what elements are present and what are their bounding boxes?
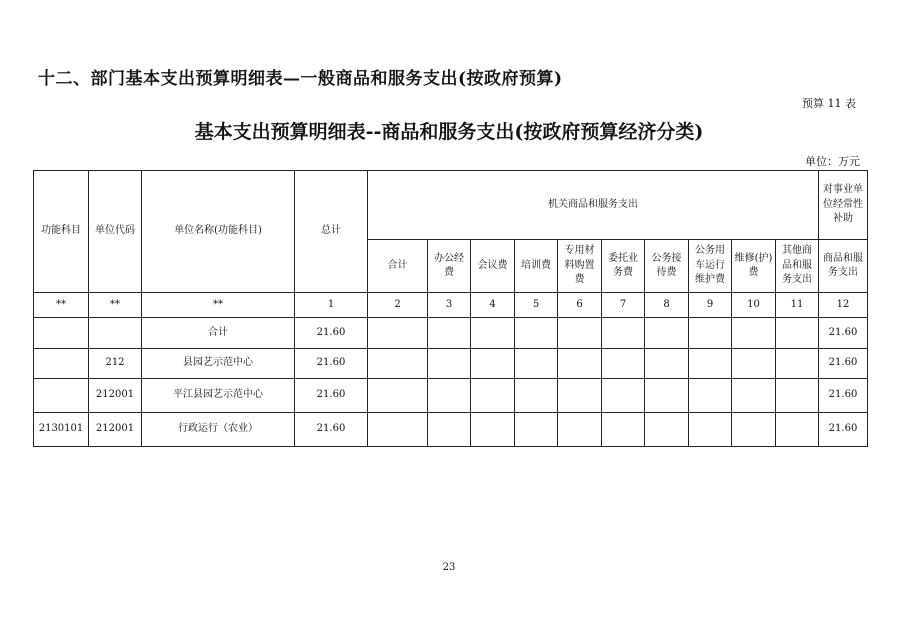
subsidy-cell: 21.60 (819, 413, 868, 447)
header-unit-code: 单位代码 (89, 171, 142, 293)
header-office-goods-services: 机关商品和服务支出 (368, 171, 819, 240)
unit-code-cell: 212 (89, 349, 142, 379)
table-code-label: 预算 11 表 (802, 97, 856, 110)
index-cell: ** (34, 293, 89, 318)
header-commissioned-services: 委托业务费 (602, 240, 645, 293)
index-cell: 12 (819, 293, 868, 318)
unit-code-cell: 212001 (89, 413, 142, 447)
header-func-subject: 功能科目 (34, 171, 89, 293)
subsidy-cell: 21.60 (819, 379, 868, 413)
table-row-function (34, 413, 868, 447)
header-special-materials: 专用材料购置费 (558, 240, 602, 293)
total-cell: 21.60 (295, 413, 368, 447)
func-subject-cell: 2130101 (34, 413, 89, 447)
header-row-top (34, 171, 868, 240)
table-row-unit (34, 379, 868, 413)
budget-table (33, 170, 868, 447)
func-subject-cell (34, 349, 89, 379)
total-cell: 21.60 (295, 379, 368, 413)
header-institution-subsidy: 对事业单位经常性补助 (819, 171, 868, 240)
header-meeting-expense: 会议费 (471, 240, 515, 293)
header-total: 总计 (295, 171, 368, 293)
unit-code-cell: 212001 (89, 379, 142, 413)
table-row-department (34, 349, 868, 379)
table-row-total (34, 318, 868, 349)
header-other-goods-services: 其他商品和服务支出 (776, 240, 819, 293)
unit-name-cell: 行政运行（农业） (142, 413, 295, 447)
document-title: 基本支出预算明细表--商品和服务支出(按政府预算经济分类) (194, 121, 704, 143)
func-subject-cell (34, 379, 89, 413)
func-subject-cell (34, 318, 89, 349)
index-cell: 4 (471, 293, 515, 318)
unit-name-cell: 合计 (142, 318, 295, 349)
index-cell: 1 (295, 293, 368, 318)
header-training-expense: 培训费 (515, 240, 558, 293)
index-cell: 5 (515, 293, 558, 318)
header-official-reception: 公务接待费 (645, 240, 689, 293)
unit-label: 单位：万元 (805, 155, 860, 168)
index-cell: ** (89, 293, 142, 318)
header-official-vehicles: 公务用车运行维护费 (689, 240, 732, 293)
header-office-expense: 办公经费 (428, 240, 471, 293)
subsidy-cell: 21.60 (819, 318, 868, 349)
index-cell: 10 (732, 293, 776, 318)
section-heading: 十二、部门基本支出预算明细表—一般商品和服务支出(按政府预算) (38, 69, 563, 89)
column-index-row (34, 293, 868, 318)
total-cell: 21.60 (295, 349, 368, 379)
index-cell: 7 (602, 293, 645, 318)
index-cell: 9 (689, 293, 732, 318)
index-cell: 8 (645, 293, 689, 318)
subsidy-cell: 21.60 (819, 349, 868, 379)
header-unit-name: 单位名称(功能科目) (142, 171, 295, 293)
header-goods-services-expense: 商品和服务支出 (819, 240, 868, 293)
index-cell: 11 (776, 293, 819, 318)
header-subtotal: 合计 (368, 240, 428, 293)
index-cell: 3 (428, 293, 471, 318)
unit-name-cell: 平江县园艺示范中心 (142, 379, 295, 413)
unit-name-cell: 县园艺示范中心 (142, 349, 295, 379)
index-cell: 6 (558, 293, 602, 318)
page-number: 23 (442, 562, 456, 573)
header-maintenance: 维修(护)费 (732, 240, 776, 293)
total-cell: 21.60 (295, 318, 368, 349)
index-cell: 2 (368, 293, 428, 318)
index-cell: ** (142, 293, 295, 318)
unit-code-cell (89, 318, 142, 349)
